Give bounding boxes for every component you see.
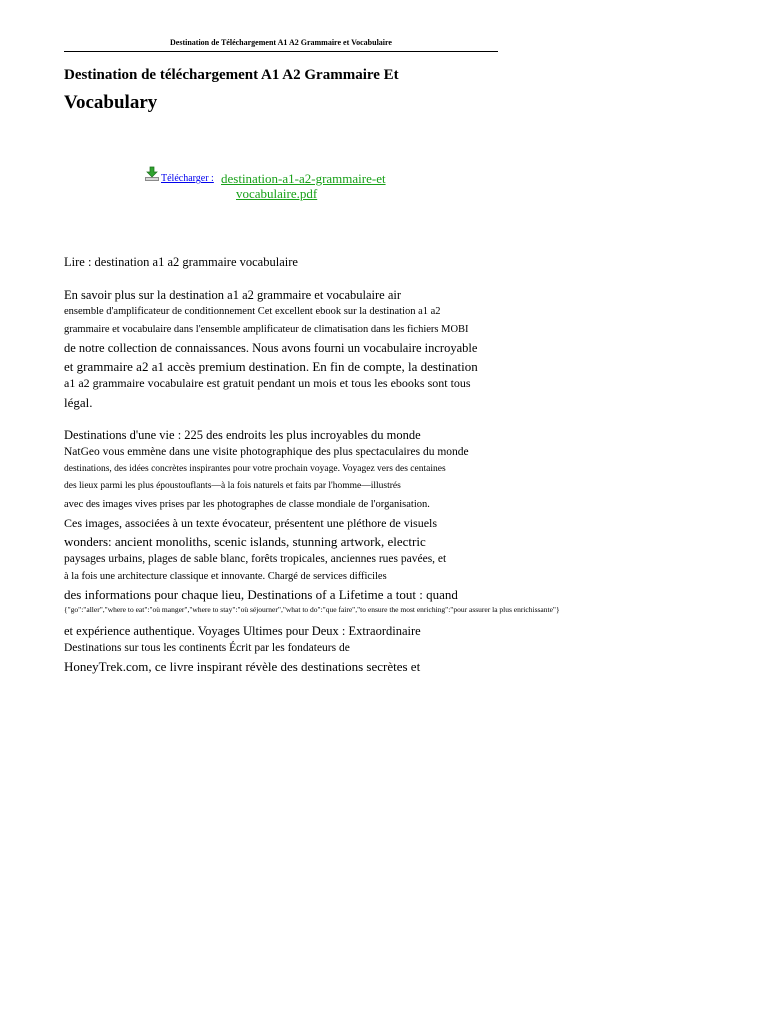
download-filename-line-2[interactable]: vocabulaire.pdf	[236, 186, 318, 201]
paragraph-1-line: grammaire et vocabulaire dans l'ensemble amplificateur de climatisation dans les fichiers MOBI	[64, 324, 469, 335]
paragraph-1-line: a1 a2 grammaire vocabulaire est gratuit pendant un mois et tous les ebooks sont tous	[64, 376, 471, 390]
paragraph-2-line: avec des images vives prises par les photographes de classe mondiale de l'organisation.	[64, 499, 430, 510]
paragraph-2-line: et expérience authentique. Voyages Ultimes pour Deux : Extraordinaire	[64, 624, 421, 638]
paragraph-2-line: HoneyTrek.com, ce livre inspirant révèle des destinations secrètes et	[64, 659, 421, 674]
paragraph-2-line: destinations, des idées concrètes inspirantes pour votre prochain voyage. Voyagez vers des centaines	[64, 464, 446, 474]
download-icon	[144, 166, 160, 182]
paragraph-1-line: ensemble d'amplificateur de conditionnement Cet excellent ebook sur la destination a1 a2	[64, 306, 441, 317]
running-header: Destination de Téléchargement A1 A2 Grammaire et Vocabulaire	[170, 38, 392, 47]
paragraph-1-line: En savoir plus sur la destination a1 a2 grammaire et vocabulaire air	[64, 288, 402, 302]
paragraph-1-line: légal.	[64, 395, 93, 410]
paragraph-2-line: à la fois une architecture classique et innovante. Chargé de services difficiles	[64, 571, 387, 582]
document-title-line-1: Destination de téléchargement A1 A2 Grammaire Et	[64, 67, 399, 83]
paragraph-2-line: wonders: ancient monoliths, scenic islands, stunning artwork, electric	[64, 534, 426, 549]
paragraph-1-line: de notre collection de connaissances. Nous avons fourni un vocabulaire incroyable	[64, 341, 478, 355]
paragraph-2-line: Destinations d'une vie : 225 des endroits les plus incroyables du monde	[64, 428, 421, 442]
download-filename-line-1[interactable]: destination-a1-a2-grammaire-et	[221, 171, 386, 186]
paragraph-1-line: et grammaire a2 a1 accès premium destination. En fin de compte, la destination	[64, 359, 478, 374]
paragraph-2-json-line: {"go":"aller","where to eat":"où manger","where to stay":"où séjourner","what to do":"que faire","to ensure the most enriching":"pour assurer la plus enrichissante"}	[64, 605, 560, 614]
document-title-line-2: Vocabulary	[64, 92, 158, 113]
paragraph-2-line: paysages urbains, plages de sable blanc, forêts tropicales, anciennes rues pavées, et	[64, 553, 447, 565]
paragraph-2-line: Destinations sur tous les continents Écrit par les fondateurs de	[64, 642, 350, 654]
download-label[interactable]: Télécharger :	[161, 173, 214, 184]
read-line: Lire : destination a1 a2 grammaire vocabulaire	[64, 255, 298, 269]
paragraph-2-line: des informations pour chaque lieu, Destinations of a Lifetime a tout : quand	[64, 587, 458, 602]
paragraph-2-line: NatGeo vous emmène dans une visite photographique des plus spectaculaires du monde	[64, 446, 469, 458]
header-rule	[64, 51, 498, 52]
paragraph-2-line: Ces images, associées à un texte évocateur, présentent une pléthore de visuels	[64, 516, 438, 530]
paragraph-2-line: des lieux parmi les plus époustouflants—à la fois naturels et faits par l'homme—illustrés	[64, 481, 401, 491]
